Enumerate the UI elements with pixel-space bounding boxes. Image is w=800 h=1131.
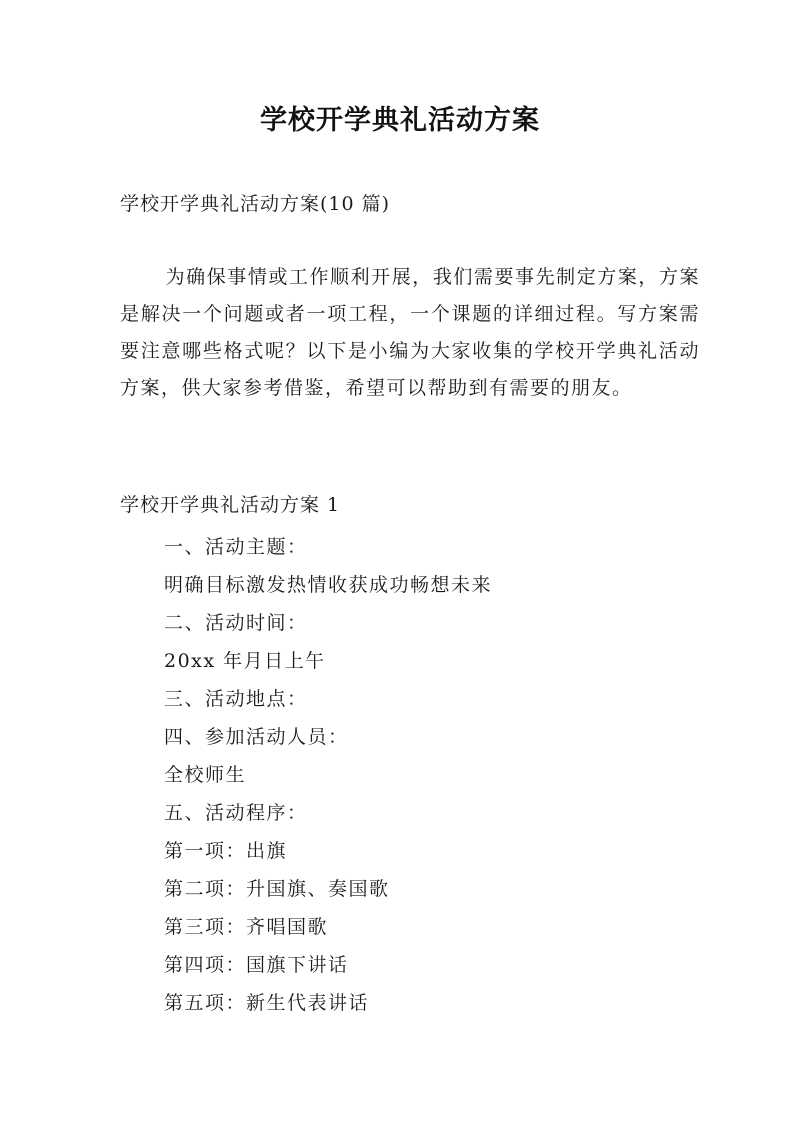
plan-item: 四、参加活动人员： xyxy=(164,726,349,748)
plan-item: 第五项：新生代表讲话 xyxy=(164,992,370,1014)
plan-item: 20xx 年月日上午 xyxy=(164,650,326,672)
plan-item: 第三项：齐唱国歌 xyxy=(164,916,329,938)
plan-item: 二、活动时间： xyxy=(164,612,308,634)
plan-item: 全校师生 xyxy=(164,764,247,786)
plan-item-list xyxy=(164,528,492,1022)
document-title: 学校开学典礼活动方案 xyxy=(260,105,540,136)
plan-item: 一、活动主题： xyxy=(164,536,308,558)
intro-paragraph: 为确保事情或工作顺利开展，我们需要事先制定方案，方案是解决一个问题或者一项工程，一个课题的详细过程。写方案需要注意哪些格式呢？以下是小编为大家收集的学校开学典礼活动方案，供大家参考借鉴，希望可以帮助到有需要的朋友。 xyxy=(120,266,700,399)
plan-item: 五、活动程序： xyxy=(164,802,308,824)
plan-item: 第一项：出旗 xyxy=(164,840,288,862)
document-subtitle: 学校开学典礼活动方案(10 篇) xyxy=(120,193,391,215)
section-heading: 学校开学典礼活动方案 1 xyxy=(120,494,341,516)
plan-item: 明确目标激发热情收获成功畅想未来 xyxy=(164,574,493,596)
plan-item: 第四项：国旗下讲话 xyxy=(164,954,349,976)
plan-item: 三、活动地点： xyxy=(164,688,308,710)
plan-item: 第二项：升国旗、奏国歌 xyxy=(164,878,390,900)
